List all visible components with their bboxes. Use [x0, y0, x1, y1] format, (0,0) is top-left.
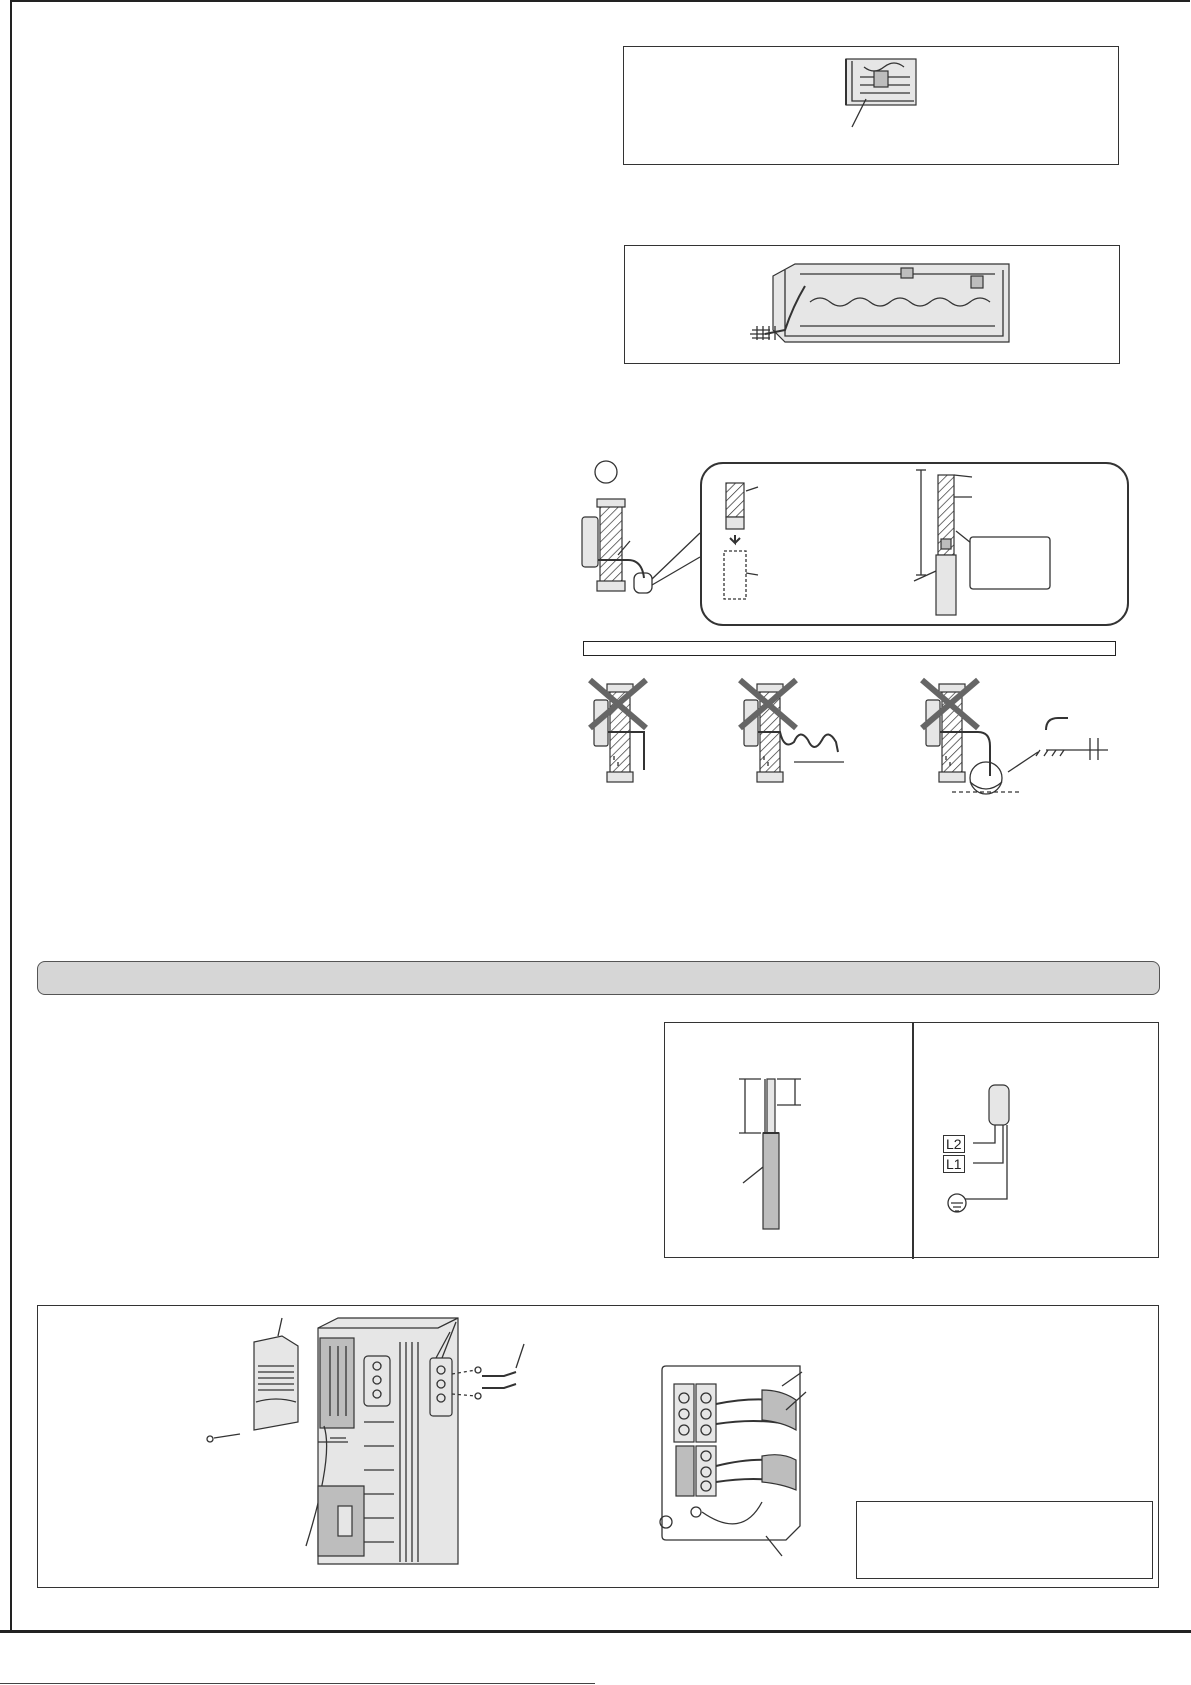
terminal-block-drawing [586, 1306, 856, 1589]
drain-hose-diagram [568, 455, 1128, 635]
terminal-l1-label: L1 [943, 1155, 965, 1173]
figure-outdoor-unit-wiring [37, 1305, 1159, 1588]
wire-strip-drawing [665, 1023, 912, 1259]
indoor-unit-corner-drawing [624, 47, 1120, 166]
figure-indoor-unit-piping [624, 245, 1120, 364]
terminal-l2-label: L2 [943, 1135, 965, 1153]
caution-strip [583, 641, 1116, 656]
figure-wire-preparation [664, 1022, 1159, 1258]
ground-icon [953, 1193, 954, 1194]
section-heading-bar [37, 961, 1160, 995]
figure-indoor-unit-corner [623, 46, 1119, 165]
note-box [856, 1501, 1153, 1579]
outdoor-unit-drawing [38, 1306, 598, 1589]
incorrect-drain-examples [568, 672, 1128, 802]
footer-rule [0, 1683, 595, 1684]
incorrect-example-1 [594, 684, 644, 782]
indoor-unit-drawing [625, 246, 1121, 365]
bottom-rule [0, 1630, 1191, 1633]
